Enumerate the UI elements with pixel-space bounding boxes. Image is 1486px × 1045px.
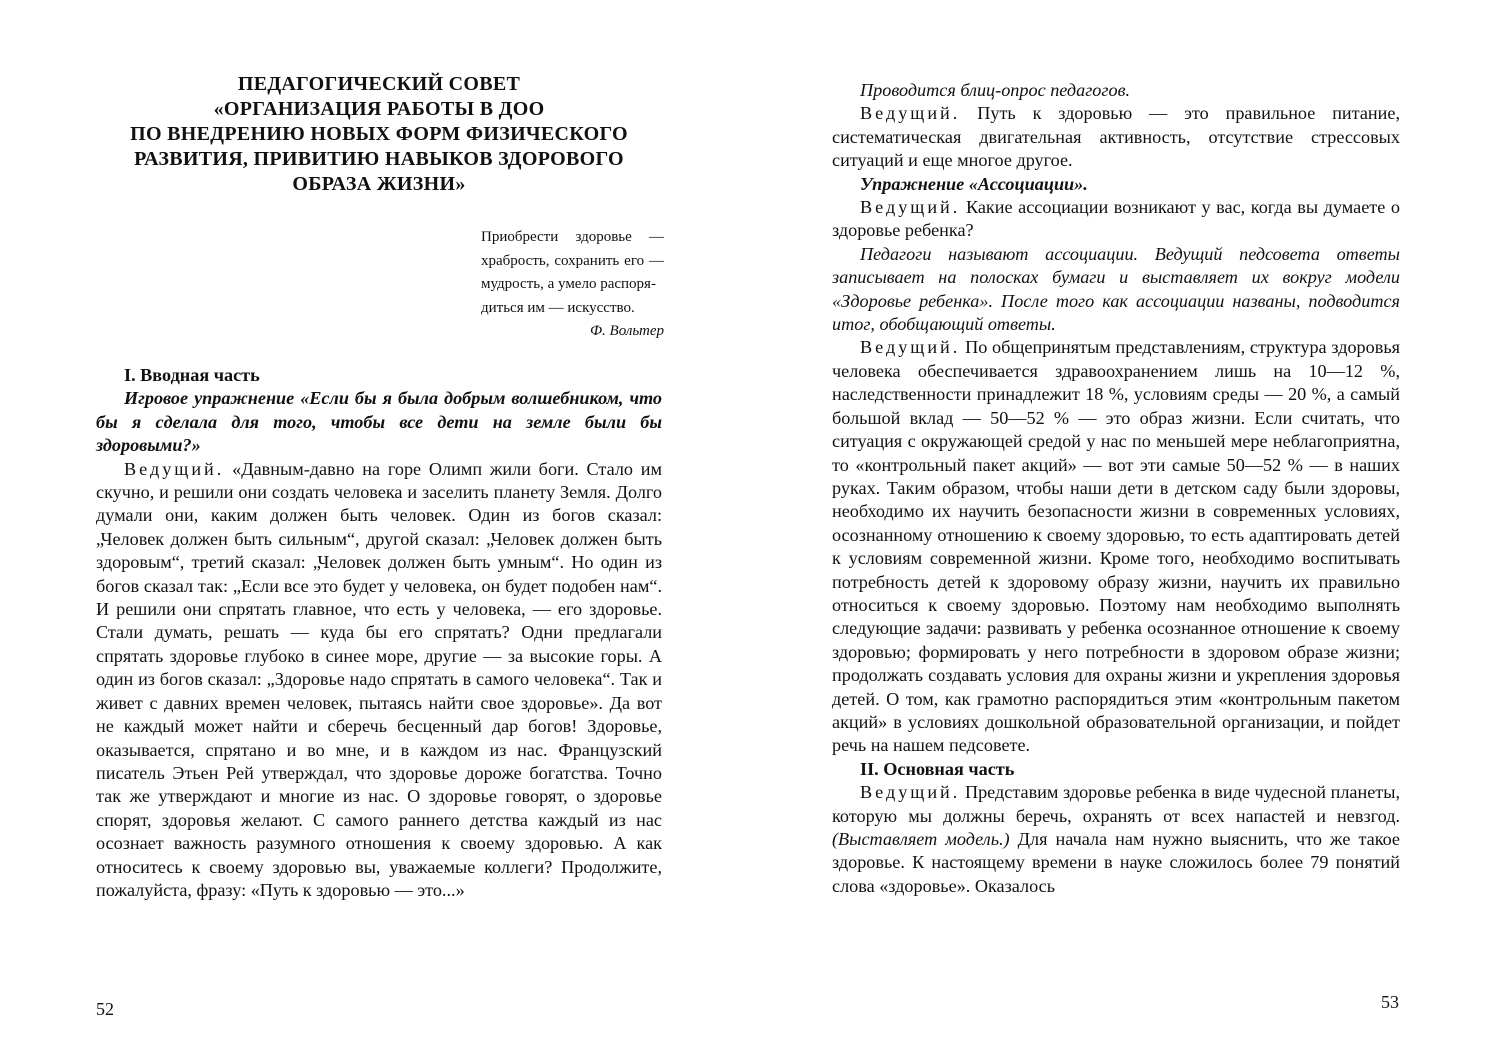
paragraph bbox=[832, 781, 1400, 898]
speaker-label: Ведущий. bbox=[860, 197, 961, 218]
speaker-label: Ведущий. bbox=[860, 337, 961, 358]
page-title bbox=[96, 72, 662, 197]
epigraph-last-line: диться им — искусство. bbox=[481, 299, 635, 316]
paragraph bbox=[832, 102, 1400, 172]
section-heading: I. Вводная часть bbox=[124, 365, 260, 385]
title-line: РАЗВИТИЯ, ПРИВИТИЮ НАВЫКОВ ЗДОРОВОГО bbox=[134, 148, 624, 170]
epigraph bbox=[481, 226, 664, 344]
stage-direction: (Выставляет модель.) bbox=[832, 829, 1010, 849]
blitz-line: Проводится блиц-опрос педагогов. bbox=[860, 80, 1131, 100]
epigraph-text: Приобрести здоровье — храбрость, сохранить его — мудрость, а умело распоря- bbox=[481, 229, 664, 292]
paragraph bbox=[96, 458, 662, 903]
epigraph-author: Ф. Вольтер bbox=[589, 323, 664, 339]
title-line: «ОРГАНИЗАЦИЯ РАБОТЫ В ДОО bbox=[213, 98, 545, 120]
paragraph-text: Какие ассоциации возникают у вас, когда вы думаете о здоровье ребенка? bbox=[832, 197, 1401, 241]
left-body bbox=[96, 364, 662, 902]
paragraph-text: По общепринятым представлениям, структура здоровья человека обеспечивается здравоохранением лишь на 10—12 %, наследственности принадлежит 18 %, условиям среды — 20 %, а самый большой вклад — 50—52 % — это образ жизни. Если считать, что ситуация с окружающей средой у нас по меньшей мере неблагоприятна, то «контрольный пакет акций» — вот эти самые 50—52 % — в наших руках. Таким образом, чтобы наши дети в детском саду были здоровы, необходимо их научить безопасности жизни в современных условиях, осознанному отношению к своему здоровью, то есть адаптировать детей к условиям современной жизни. Кроме того, необходимо воспитывать потребность детей к здоровому образу жизни, научить их правильно относиться к своему здоровью. Поэтому нам необходимо выполнять следующие задачи: развивать у ребенка осознанное отношение к своему здоровью; формировать у него потребности в здоровом образе жизни; продолжать создавать условия для охраны жизни и укрепления здоровья детей. О том, как грамотно распорядиться этим «контрольным пакетом акций» в условиях дошкольной образовательной организации, и пойдет речь на нашем педсовете. bbox=[832, 337, 1400, 756]
page-number: 52 bbox=[96, 999, 114, 1019]
speaker-label: Ведущий. bbox=[860, 103, 961, 124]
exercise-title: Игровое упражнение «Если бы я была добрым волшебником, что бы я сделала для того, чтобы все дети на земле были бы здоровыми?» bbox=[96, 388, 662, 456]
paragraph-text: «Давным-давно на горе Олимп жили боги. Стало им скучно, и решили они создать человека и заселить планету Земля. Долго думали они, каким должен быть человек. Один из богов сказал: „Человек должен быть сильным“, другой сказал: „Человек должен быть здоровым“, третий сказал: „Человек должен быть умным“. Но один из богов сказал так: „Если все это будет у человека, он будет подобен нам“. И решили они спрятать главное, что есть у человека, — его здоровье. Стали думать, решать — куда бы его спрятать? Одни предлагали спрятать здоровье глубоко в синее море, другие — за высокие горы. А один из богов сказал: „Здоровье надо спрятать в самого человека“. Так и живет с давних времен человек, пытаясь найти свое здоровье». Да вот не каждый может найти и сберечь бесценный дар богов! Здоровье, оказывается, спрятано и во мне, и в каждом из нас. Французский писатель Этьен Рей утверждал, что здоровье дороже богатства. Точно так же утверждают и многие из нас. О здоровье говорят, о здоровье спорят, здоровья желают. С самого раннего детства каждый из нас осознает важность разумного отношения к своему здоровью. А как относитесь к своему здоровью вы, уважаемые коллеги? Продолжите, пожалуйста, фразу: «Путь к здоровью — это...» bbox=[96, 458, 662, 900]
paragraph bbox=[832, 336, 1400, 757]
paragraph-text: Представим здоровье ребенка в виде чудесной планеты, которую мы должны беречь, охранять от всех напастей и невзгод. bbox=[832, 782, 1400, 826]
section-heading: II. Основная часть bbox=[860, 758, 1015, 779]
paragraph bbox=[832, 196, 1400, 243]
paragraph-text: Для начала нам нужно выяснить, что же такое здоровье. К настоящему времени в науке сложилось более 79 понятий слова «здоровье». Оказалось bbox=[832, 829, 1400, 896]
page-number: 53 bbox=[1381, 992, 1399, 1012]
speaker-label: Ведущий. bbox=[124, 458, 225, 479]
right-body bbox=[832, 79, 1400, 898]
title-line: ПО ВНЕДРЕНИЮ НОВЫХ ФОРМ ФИЗИЧЕСКОГО bbox=[130, 123, 628, 145]
title-line: ПЕДАГОГИЧЕСКИЙ СОВЕТ bbox=[237, 73, 521, 95]
paragraph: Педагоги называют ассоциации. Ведущий педсовета ответы записывает на полосках бумаги и выставляет их вокруг модели «Здоровье ребенка». После того как ассоциации названы, подводится итог, обобщающий ответы. bbox=[832, 243, 1400, 335]
title-line: ОБРАЗА ЖИЗНИ» bbox=[292, 173, 466, 195]
exercise-title: Упражнение «Ассоциации». bbox=[860, 173, 1088, 194]
paragraph-text: Путь к здоровью — это правильное питание, систематическая двигательная активность, отсутствие стрессовых ситуаций и еще многое другое. bbox=[832, 103, 1400, 171]
speaker-label: Ведущий. bbox=[860, 782, 961, 803]
